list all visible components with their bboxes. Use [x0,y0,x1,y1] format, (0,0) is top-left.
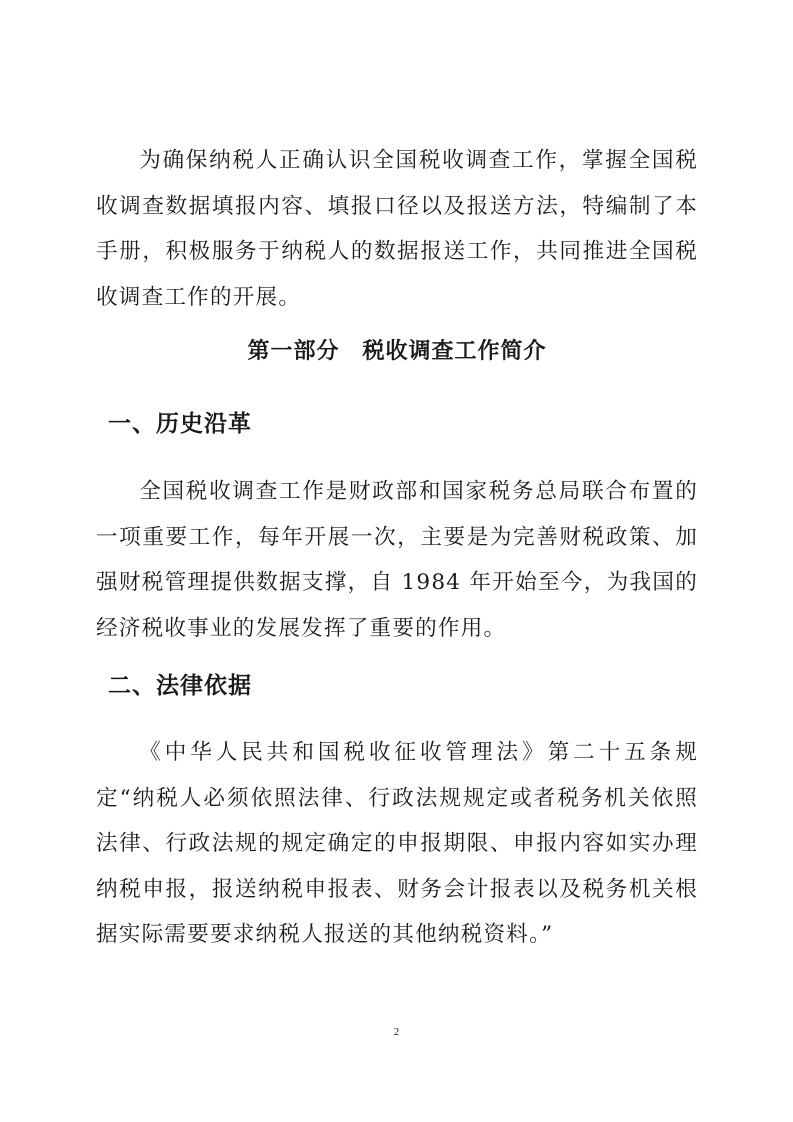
page-number: 2 [393,1026,400,1038]
section-heading-history: 一、历史沿革 [108,411,252,437]
intro-paragraph: 为确保纳税人正确认识全国税收调查工作，掌握全国税收调查数据填报内容、填报口径以及报送方法，特编制了本手册，积极服务于纳税人的数据报送工作，共同推进全国税收调查工作的开展。 [96,148,698,310]
legal-basis-paragraph: 《中华人民共和国税收征收管理法》第二十五条规定“纳税人必须依照法律、行政法规规定或者税务机关依照法律、行政法规的规定确定的申报期限、申报内容如实办理纳税申报，报送纳税申报表、财务会计报表以及税务机关根据实际需要要求纳税人报送的其他纳税资料。” [96,740,698,947]
section-heading-legal-basis: 二、法律依据 [108,673,252,699]
history-paragraph: 全国税收调查工作是财政部和国家税务总局联合布置的一项重要工作，每年开展一次，主要是为完善财税政策、加强财税管理提供数据支撑，自 1984 年开始至今，为我国的经济税收事业的发展发挥了重要的作用。 [96,479,698,641]
part-title: 第一部分 税收调查工作简介 [247,339,547,364]
